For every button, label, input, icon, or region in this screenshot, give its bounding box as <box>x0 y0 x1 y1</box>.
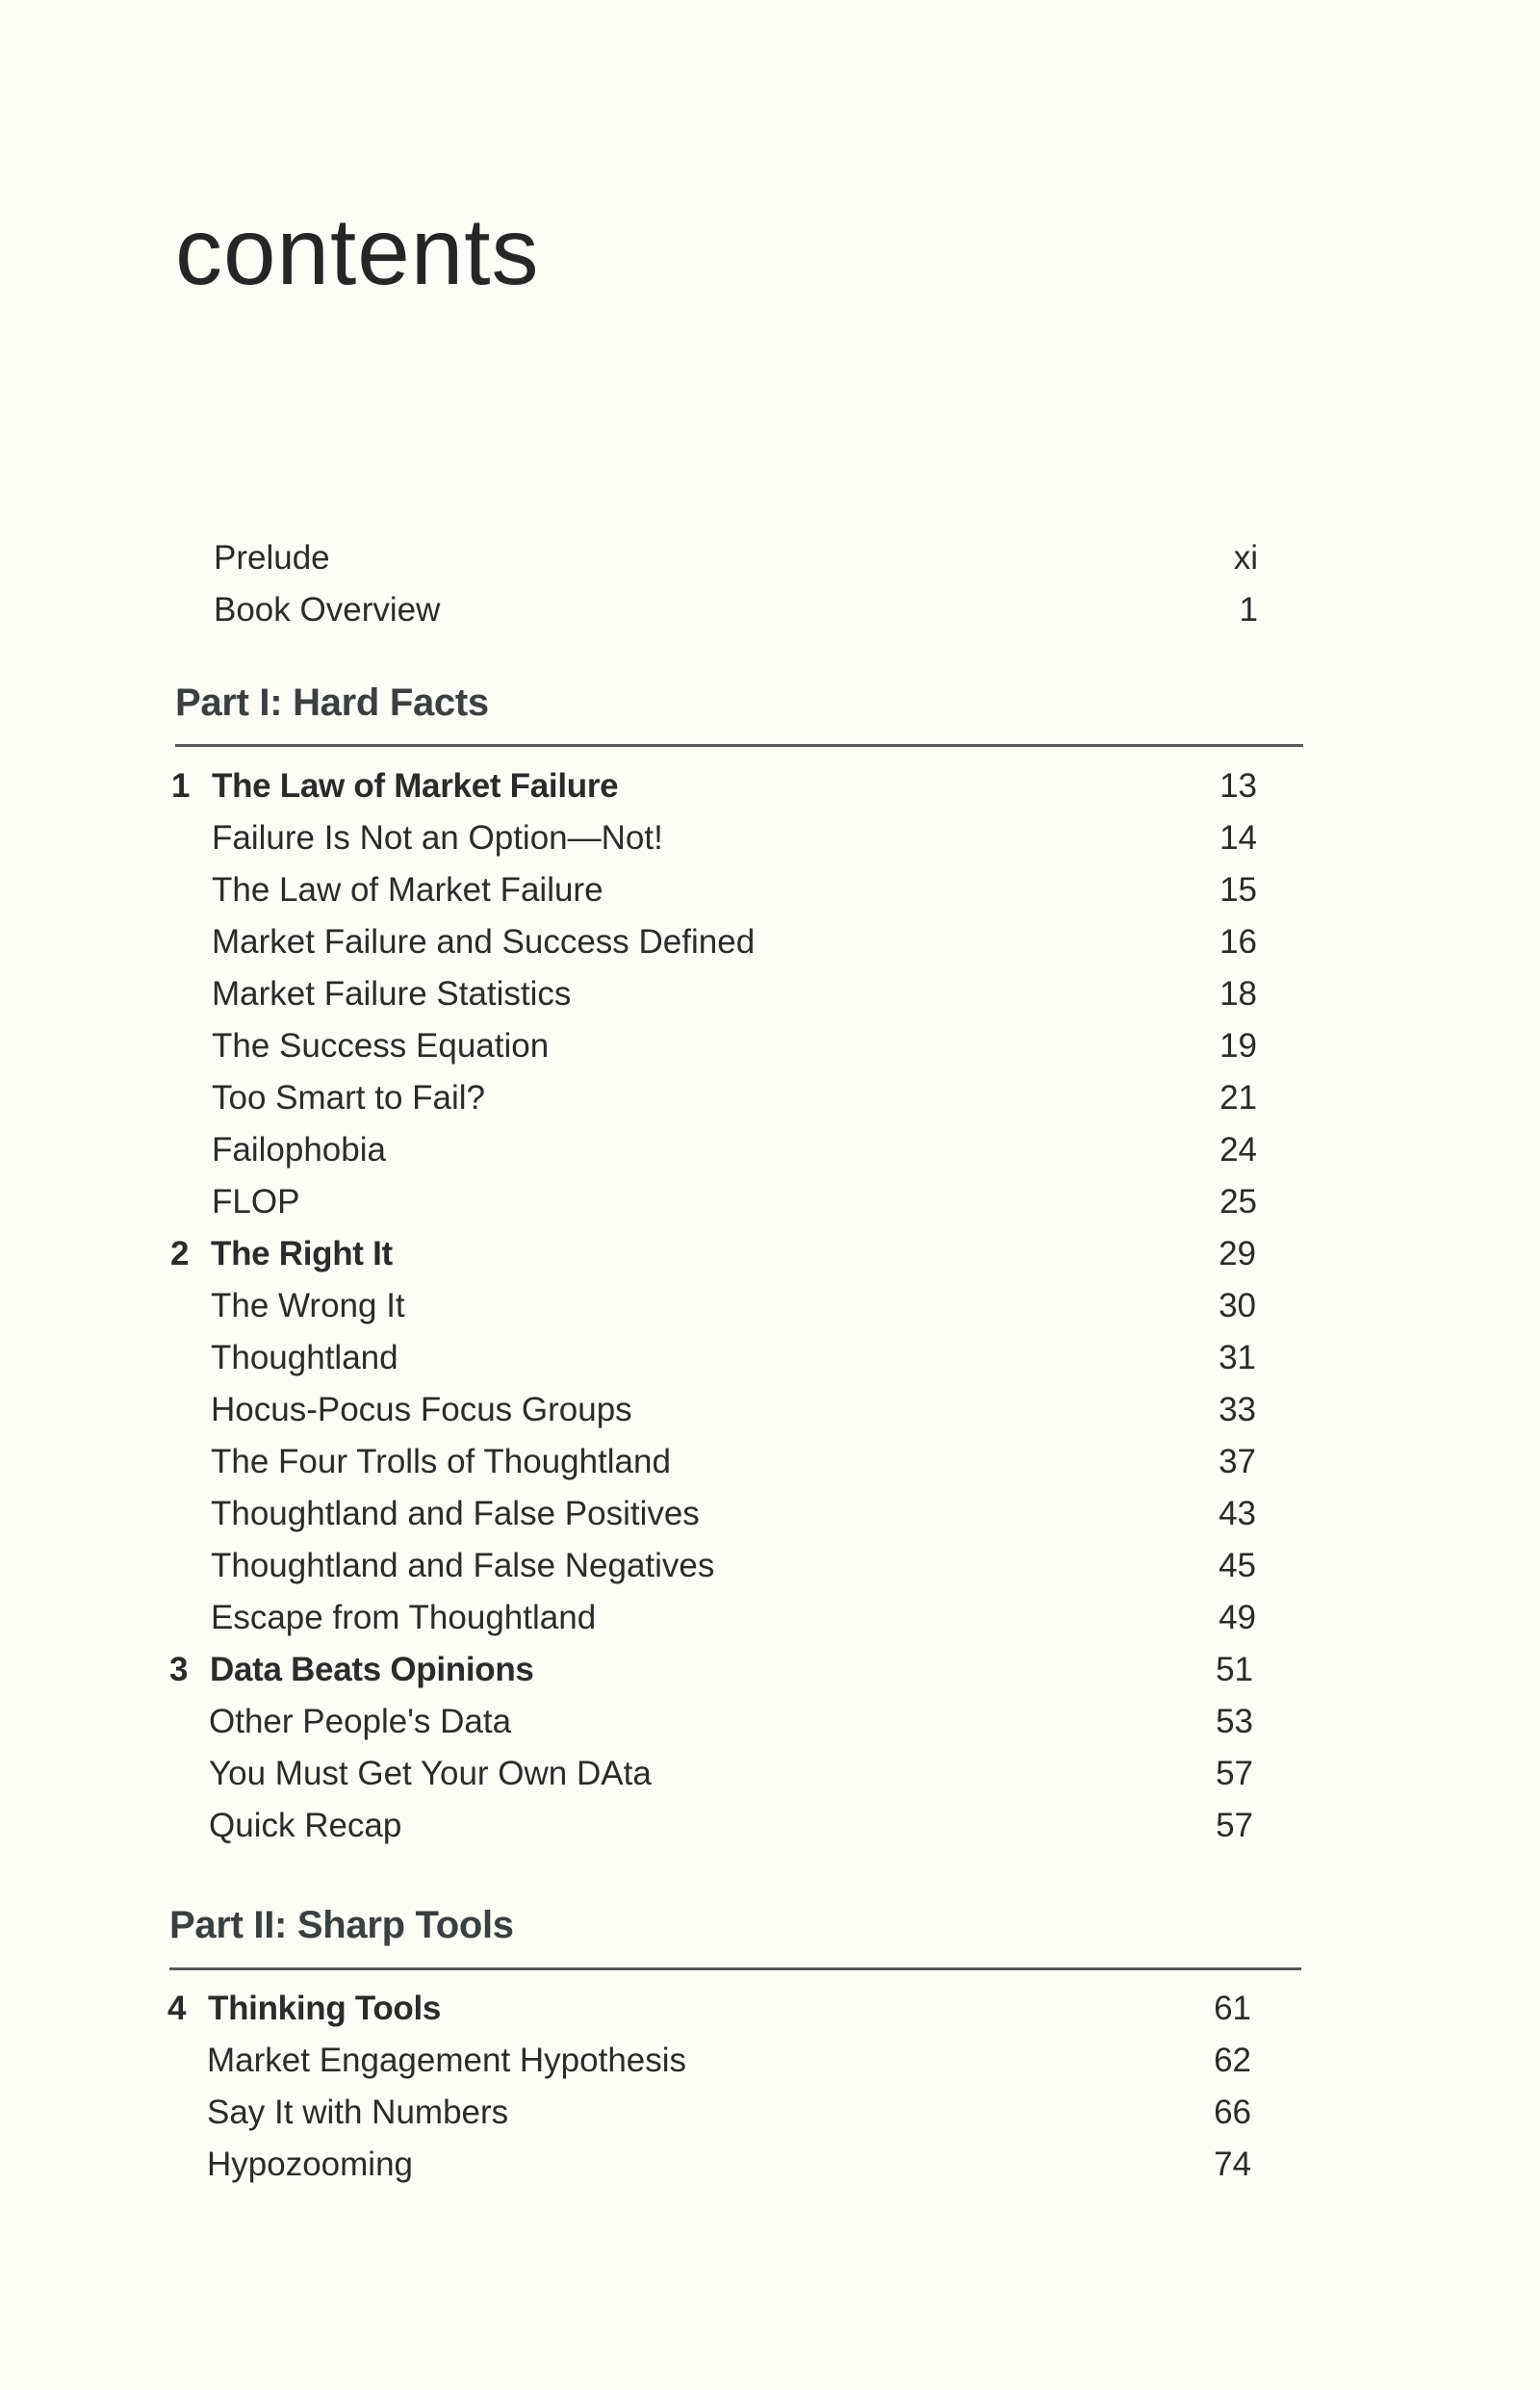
part-heading: Part II: Sharp Tools <box>169 1904 514 1946</box>
entry-page: 14 <box>1219 819 1257 857</box>
entry-page: 74 <box>1214 2146 1251 2183</box>
section-label: The Law of Market Failure <box>212 871 603 909</box>
part-divider <box>175 744 1303 747</box>
section-label: Hocus-Pocus Focus Groups <box>211 1391 632 1428</box>
section-label: Thoughtland and False Negatives <box>211 1547 715 1584</box>
chapter-number: 1 <box>171 767 191 805</box>
section-label: Hypozooming <box>207 2146 413 2183</box>
entry-page: 43 <box>1219 1495 1256 1532</box>
page-title: contents <box>175 198 540 304</box>
entry-page: 62 <box>1214 2042 1251 2079</box>
section-label: Thoughtland and False Positives <box>211 1495 700 1532</box>
toc-entry-book-overview[interactable] <box>214 584 1263 636</box>
entry-label: Prelude <box>214 539 330 577</box>
section-label: Too Smart to Fail? <box>212 1079 485 1117</box>
toc-section[interactable] <box>209 1800 1258 1852</box>
toc-section[interactable] <box>207 2087 1256 2139</box>
part-divider <box>169 1967 1301 1970</box>
entry-page: 18 <box>1219 975 1257 1013</box>
entry-page: 51 <box>1216 1651 1253 1688</box>
toc-chapter[interactable] <box>171 760 1259 812</box>
entry-page: 33 <box>1219 1391 1256 1428</box>
entry-page: 21 <box>1219 1079 1257 1117</box>
toc-chapter[interactable] <box>169 1644 1257 1696</box>
entry-page: 45 <box>1219 1547 1256 1584</box>
section-label: You Must Get Your Own DAta <box>209 1755 652 1792</box>
toc-section[interactable] <box>212 916 1261 968</box>
section-label: The Four Trolls of Thoughtland <box>211 1443 671 1480</box>
entry-label: Book Overview <box>214 591 441 629</box>
section-label: FLOP <box>212 1183 300 1221</box>
toc-section[interactable] <box>207 2035 1256 2087</box>
entry-page: 37 <box>1219 1443 1256 1480</box>
section-label: Say It with Numbers <box>207 2094 509 2131</box>
entry-page: 61 <box>1214 1990 1251 2027</box>
chapter-number: 2 <box>170 1235 190 1272</box>
toc-section[interactable] <box>211 1384 1260 1436</box>
entry-page: 25 <box>1219 1183 1257 1221</box>
chapter-title: The Right It <box>211 1235 393 1272</box>
entry-page: 16 <box>1219 923 1257 961</box>
section-label: Market Engagement Hypothesis <box>207 2042 687 2079</box>
toc-section[interactable] <box>212 1020 1261 1072</box>
entry-page: 15 <box>1219 871 1257 909</box>
section-label: Thoughtland <box>211 1339 398 1376</box>
toc-section[interactable] <box>209 1696 1258 1748</box>
entry-page: xi <box>1233 539 1258 577</box>
chapter-number: 4 <box>167 1990 187 2027</box>
part-heading: Part I: Hard Facts <box>175 681 489 724</box>
toc-section[interactable] <box>211 1332 1260 1384</box>
section-label: Market Failure and Success Defined <box>212 923 756 961</box>
toc-section[interactable] <box>212 812 1261 864</box>
entry-page: 19 <box>1219 1027 1257 1065</box>
entry-page: 57 <box>1216 1807 1253 1844</box>
toc-entry-prelude[interactable] <box>214 532 1263 584</box>
entry-page: 53 <box>1216 1703 1253 1740</box>
chapter-title: Data Beats Opinions <box>210 1651 534 1688</box>
chapter-number: 3 <box>169 1651 189 1688</box>
section-label: Quick Recap <box>209 1807 402 1844</box>
toc-chapter[interactable] <box>167 1983 1255 2035</box>
chapter-title: The Law of Market Failure <box>212 767 619 805</box>
toc-section[interactable] <box>211 1280 1260 1332</box>
entry-page: 31 <box>1219 1339 1256 1376</box>
entry-page: 13 <box>1219 767 1257 805</box>
chapter-title: Thinking Tools <box>208 1990 442 2027</box>
toc-section[interactable] <box>211 1436 1260 1488</box>
toc-section[interactable] <box>207 2139 1256 2191</box>
section-label: Failure Is Not an Option—Not! <box>212 819 663 857</box>
section-label: Other People's Data <box>209 1703 512 1740</box>
entry-page: 57 <box>1216 1755 1253 1792</box>
toc-section[interactable] <box>211 1488 1260 1540</box>
entry-page: 49 <box>1219 1599 1256 1636</box>
section-label: Market Failure Statistics <box>212 975 572 1013</box>
toc-section[interactable] <box>212 1124 1261 1176</box>
toc-section[interactable] <box>212 1072 1261 1124</box>
toc-section[interactable] <box>212 968 1261 1020</box>
entry-page: 24 <box>1219 1131 1257 1169</box>
toc-section[interactable] <box>212 1176 1261 1228</box>
section-label: Escape from Thoughtland <box>211 1599 597 1636</box>
toc-chapter[interactable] <box>170 1228 1258 1280</box>
entry-page: 30 <box>1219 1287 1256 1324</box>
toc-section[interactable] <box>209 1748 1258 1800</box>
section-label: Failophobia <box>212 1131 386 1169</box>
toc-section[interactable] <box>211 1592 1260 1644</box>
toc-section[interactable] <box>211 1540 1260 1592</box>
entry-page: 1 <box>1239 591 1258 629</box>
toc-section[interactable] <box>212 864 1261 916</box>
section-label: The Wrong It <box>211 1287 405 1324</box>
entry-page: 29 <box>1219 1235 1256 1272</box>
entry-page: 66 <box>1214 2094 1251 2131</box>
section-label: The Success Equation <box>212 1027 550 1065</box>
